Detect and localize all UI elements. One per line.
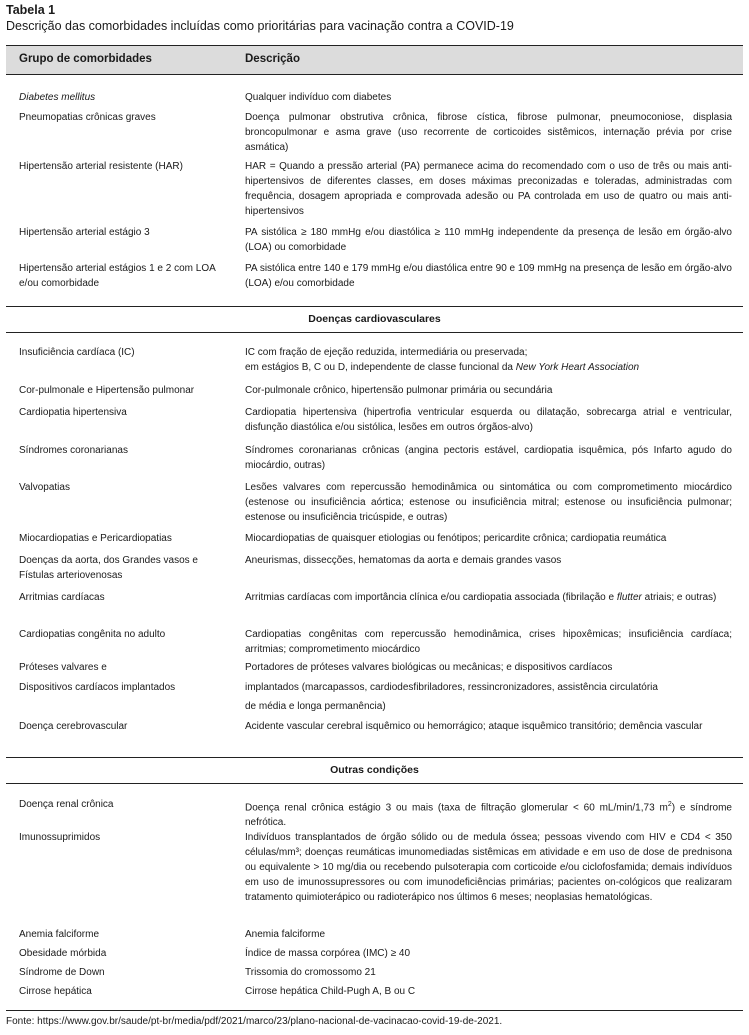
row-group: Miocardiopatias e Pericardiopatias <box>19 533 172 544</box>
section-other-conditions: Outras condições <box>6 757 743 784</box>
row-description: Indivíduos transplantados de órgão sólido ou de medula óssea; pessoas vivendo com HIV e CD4 < 350 células/mm³; doenças reumáticas imunomediadas sistêmicas em atividade e em uso de dose de prednisona ou equivalente > 10 mg/dia ou recebendo pulsoterapia com corticoide e/ou ciclofosfamida; demais indivíduos em uso de imunossupressores ou com imunodeficiências primárias; pacientes on-cológicos que realizaram tratamento quimioterápico ou radioterápico nos últimos 6 meses; neoplasias hematológicas. <box>245 832 732 903</box>
row-group: Cardiopatia hipertensiva <box>19 407 127 418</box>
row-description: Cor-pulmonale crônico, hipertensão pulmonar primária ou secundária <box>245 385 553 396</box>
table-bottom-rule <box>6 1010 743 1011</box>
row-description: Aneurismas, dissecções, hematomas da aorta e demais grandes vasos <box>245 555 562 566</box>
row-description: Anemia falciforme <box>245 929 326 940</box>
row-description: Doença renal crônica estágio 3 ou mais (taxa de filtração glomerular < 60 mL/min/1,73 $m^2$) e síndrome nefrótica. <box>245 801 732 829</box>
source-footnote: Fonte: https://www.gov.br/saude/pt-br/media/pdf/2021/marco/23/plano-nacional-de-vacinacao-covid-19-de-2021. <box>6 1016 503 1027</box>
row-group: Hipertensão arterial resistente (HAR) <box>19 161 183 172</box>
row-group: Cirrose hepática <box>19 986 92 997</box>
row-description: Doença pulmonar obstrutiva crônica, fibrose cística, fibrose pulmonar, pneumoconiose, displasia broncopulmonar e asma grave (uso recorrente de corticoides sistêmicos, internação prévia por crise asmática) <box>245 112 732 153</box>
row-group: Doenças da aorta, dos Grandes vasos e Fístulas arteriovenosas <box>19 555 198 581</box>
row-description: Cardiopatias congênitas com repercussão hemodinâmica, crises hipoxêmicas; insuficiência cardíaca; arritmias; comprometimento miocárdico <box>245 629 732 655</box>
header-group: Grupo de comorbidades <box>19 53 152 65</box>
row-group: Imunossuprimidos <box>19 832 101 843</box>
row-group: Próteses valvares e <box>19 662 107 673</box>
header-description: Descrição <box>245 53 300 65</box>
row-description: Acidente vascular cerebral isquêmico ou hemorrágico; ataque isquêmico transitório; demência vascular <box>245 721 703 732</box>
row-group: Doença cerebrovascular <box>19 721 128 732</box>
row-group: Síndromes coronarianas <box>19 445 128 456</box>
row-description: de média e longa permanência) <box>245 701 386 712</box>
row-description: Índice de massa corpórea (IMC) ≥ 40 <box>245 948 410 959</box>
row-description: Cirrose hepática Child-Pugh A, B ou C <box>245 986 416 997</box>
row-description: Miocardiopatias de quaisquer etiologias ou fenótipos; pericardite crônica; cardiopatia reumática <box>245 533 667 544</box>
row-group: Dispositivos cardíacos implantados <box>19 682 176 693</box>
row-description: IC com fração de ejeção reduzida, intermediária ou preservada; em estágios B, C ou D, independente de classe funcional da New York Heart Association <box>245 347 640 373</box>
row-group: Insuficiência cardíaca (IC) <box>19 347 135 358</box>
row-group: Hipertensão arterial estágios 1 e 2 com LOA e/ou comorbidade <box>19 263 216 289</box>
row-group: Diabetes mellitus <box>19 92 96 103</box>
row-description: Portadores de próteses valvares biológicas ou mecânicas; e dispositivos cardíacos <box>245 662 613 673</box>
row-description: PA sistólica entre 140 e 179 mmHg e/ou diastólica entre 90 e 109 mmHg na presença de lesão em órgão-alvo (LOA) e/ou comorbidade <box>245 263 732 289</box>
row-description: Cardiopatia hipertensiva (hipertrofia ventricular esquerda ou dilatação, sobrecarga atrial e ventricular, disfunção diastólica e/ou sistólica, lesões em outros órgãos-alvo) <box>245 407 732 433</box>
table-caption: Descrição das comorbidades incluídas como prioritárias para vacinação contra a COVID-19 <box>6 19 514 33</box>
row-description: implantados (marcapassos, cardiodesfibriladores, ressincronizadores, assistência circulatória <box>245 682 658 693</box>
row-description: PA sistólica ≥ 180 mmHg e/ou diastólica ≥ 110 mmHg independente da presença de lesão em órgão-alvo (LOA) ou comorbidade <box>245 227 732 253</box>
table-header <box>6 45 743 75</box>
row-group: Cardiopatias congênita no adulto <box>19 629 166 640</box>
row-group: Cor-pulmonale e Hipertensão pulmonar <box>19 385 195 396</box>
row-description: Arritmias cardíacas com importância clínica e/ou cardiopatia associada (fibrilação e flutter atriais; e outras) <box>245 592 717 603</box>
row-group: Síndrome de Down <box>19 967 105 978</box>
section-cardiovascular: Doenças cardiovasculares <box>6 306 743 333</box>
row-group: Obesidade mórbida <box>19 948 107 959</box>
row-group: Valvopatias <box>19 482 70 493</box>
row-group: Arritmias cardíacas <box>19 592 105 603</box>
row-group: Hipertensão arterial estágio 3 <box>19 227 150 238</box>
row-group: Anemia falciforme <box>19 929 100 940</box>
table-label: Tabela 1 <box>6 3 56 17</box>
row-description: Lesões valvares com repercussão hemodinâmica ou sintomática ou com comprometimento miocárdico (estenose ou insuficiência aórtica; estenose ou insuficiência mitral; estenose ou insuficiência pulmonar; estenose ou insuficiência tricúspide, e outras) <box>245 482 732 523</box>
row-description: Trissomia do cromossomo 21 <box>245 967 376 978</box>
row-group: Doença renal crônica <box>19 799 114 810</box>
row-description: Síndromes coronarianas crônicas (angina pectoris estável, cardiopatia isquêmica, pós Infarto agudo do miocárdio, outras) <box>245 445 732 471</box>
row-description: Qualquer indivíduo com diabetes <box>245 92 392 103</box>
row-group: Pneumopatias crônicas graves <box>19 112 156 123</box>
row-description: HAR = Quando a pressão arterial (PA) permanece acima do recomendado com o uso de três ou mais anti-hipertensivos de diferentes classes, em doses máximas preconizadas e toleradas, administradas com frequência, dosagem apropriada e comprovada adesão ou PA controlada em uso de quatro ou mais anti-hipertensivos <box>245 161 732 217</box>
